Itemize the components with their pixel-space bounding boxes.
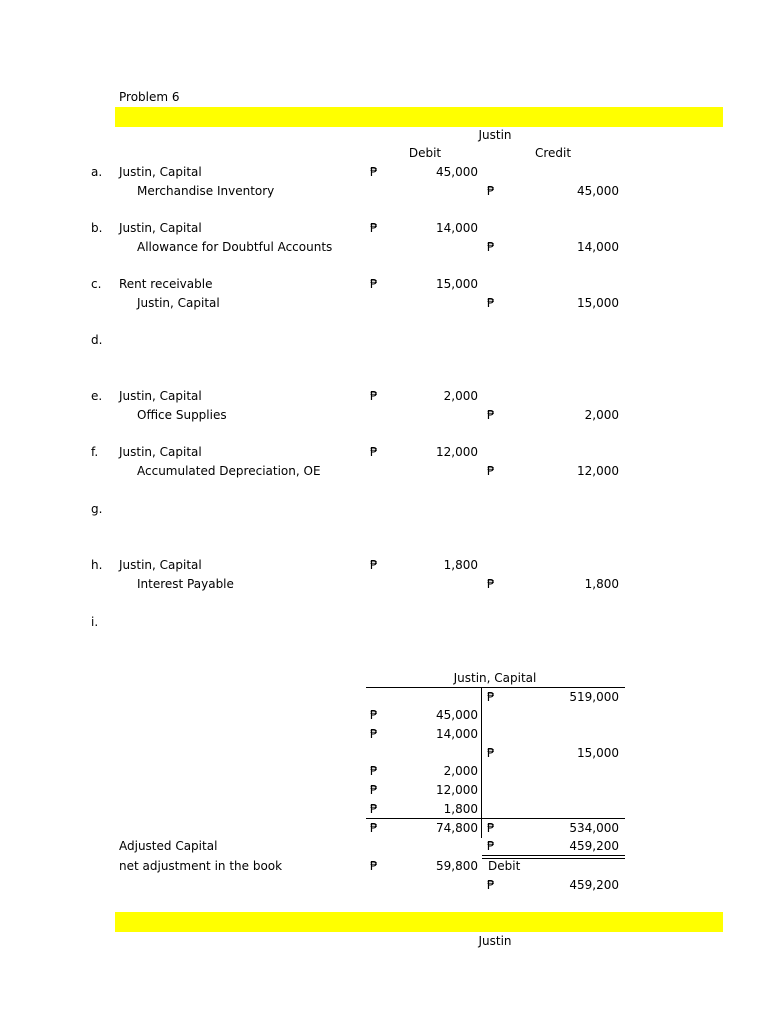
- peso-sign: ₱: [370, 727, 378, 741]
- highlight-band-bottom: [115, 912, 723, 932]
- t-account-debit-amount: 14,000: [436, 727, 478, 741]
- peso-sign: ₱: [370, 859, 378, 873]
- net-adjustment-amount: 59,800: [436, 859, 478, 873]
- t-account-credit-amount: 15,000: [577, 746, 619, 760]
- peso-sign: ₱: [487, 464, 495, 478]
- peso-sign: ₱: [487, 577, 495, 591]
- t-account-title: Justin, Capital: [453, 671, 537, 685]
- debit-account: Rent receivable: [119, 277, 213, 291]
- debit-account: Justin, Capital: [119, 558, 202, 572]
- credit-amount: 2,000: [584, 408, 619, 422]
- peso-sign: ₱: [370, 764, 378, 778]
- peso-sign: ₱: [487, 184, 495, 198]
- credit-account: Interest Payable: [137, 577, 234, 591]
- entry-letter: h.: [91, 558, 103, 572]
- entry-letter: g.: [91, 502, 103, 516]
- t-account-total-credit: 534,000: [569, 821, 619, 835]
- t-account-debit-amount: 1,800: [443, 802, 478, 816]
- credit-amount: 12,000: [577, 464, 619, 478]
- t-account-divider: [481, 687, 482, 838]
- peso-sign: ₱: [487, 878, 495, 892]
- peso-sign: ₱: [487, 821, 495, 835]
- credit-amount: 45,000: [577, 184, 619, 198]
- entry-letter: e.: [91, 389, 103, 403]
- peso-sign: ₱: [370, 389, 378, 403]
- peso-sign: ₱: [487, 839, 495, 853]
- debit-account: Justin, Capital: [119, 389, 202, 403]
- debit-amount: 1,800: [443, 558, 478, 572]
- entry-letter: d.: [91, 333, 103, 347]
- double-rule-upper: [482, 855, 625, 856]
- t-account-top-rule: [366, 687, 625, 688]
- t-account-beginning-credit: 519,000: [569, 690, 619, 704]
- credit-amount: 15,000: [577, 296, 619, 310]
- debit-account: Justin, Capital: [119, 445, 202, 459]
- peso-sign: ₱: [370, 821, 378, 835]
- debit-amount: 14,000: [436, 221, 478, 235]
- problem-title: Problem 6: [119, 90, 180, 104]
- credit-amount: 14,000: [577, 240, 619, 254]
- final-amount: 459,200: [569, 878, 619, 892]
- entry-letter: c.: [91, 277, 102, 291]
- peso-sign: ₱: [370, 445, 378, 459]
- t-account-total-rule: [366, 818, 625, 819]
- credit-account: Justin, Capital: [137, 296, 220, 310]
- peso-sign: ₱: [370, 783, 378, 797]
- t-account-total-debit: 74,800: [436, 821, 478, 835]
- net-adjustment-side: Debit: [488, 859, 521, 873]
- credit-amount: 1,800: [584, 577, 619, 591]
- credit-account: Allowance for Doubtful Accounts: [137, 240, 333, 254]
- t-account-debit-amount: 45,000: [436, 708, 478, 722]
- entry-letter: i.: [91, 615, 99, 629]
- peso-sign: ₱: [487, 240, 495, 254]
- adjusted-capital-amount: 459,200: [569, 839, 619, 853]
- peso-sign: ₱: [370, 708, 378, 722]
- peso-sign: ₱: [487, 296, 495, 310]
- t-account-debit-amount: 2,000: [443, 764, 478, 778]
- highlight-band-top: [115, 107, 723, 127]
- debit-amount: 12,000: [436, 445, 478, 459]
- credit-account: Office Supplies: [137, 408, 227, 422]
- peso-sign: ₱: [370, 165, 378, 179]
- debit-amount: 2,000: [443, 389, 478, 403]
- credit-account: Accumulated Depreciation, OE: [137, 464, 321, 478]
- header-name: Justin: [478, 128, 512, 142]
- peso-sign: ₱: [487, 408, 495, 422]
- header-debit: Debit: [408, 146, 442, 160]
- adjusted-capital-label: Adjusted Capital: [119, 839, 218, 853]
- credit-account: Merchandise Inventory: [137, 184, 275, 198]
- peso-sign: ₱: [370, 558, 378, 572]
- peso-sign: ₱: [487, 746, 495, 760]
- debit-amount: 45,000: [436, 165, 478, 179]
- entry-letter: b.: [91, 221, 103, 235]
- header-credit: Credit: [534, 146, 572, 160]
- peso-sign: ₱: [370, 277, 378, 291]
- debit-account: Justin, Capital: [119, 221, 202, 235]
- peso-sign: ₱: [370, 221, 378, 235]
- peso-sign: ₱: [370, 802, 378, 816]
- footer-name: Justin: [478, 934, 512, 948]
- debit-account: Justin, Capital: [119, 165, 202, 179]
- peso-sign: ₱: [487, 690, 495, 704]
- t-account-debit-amount: 12,000: [436, 783, 478, 797]
- entry-letter: f.: [91, 445, 99, 459]
- entry-letter: a.: [91, 165, 103, 179]
- debit-amount: 15,000: [436, 277, 478, 291]
- net-adjustment-label: net adjustment in the book: [119, 859, 283, 873]
